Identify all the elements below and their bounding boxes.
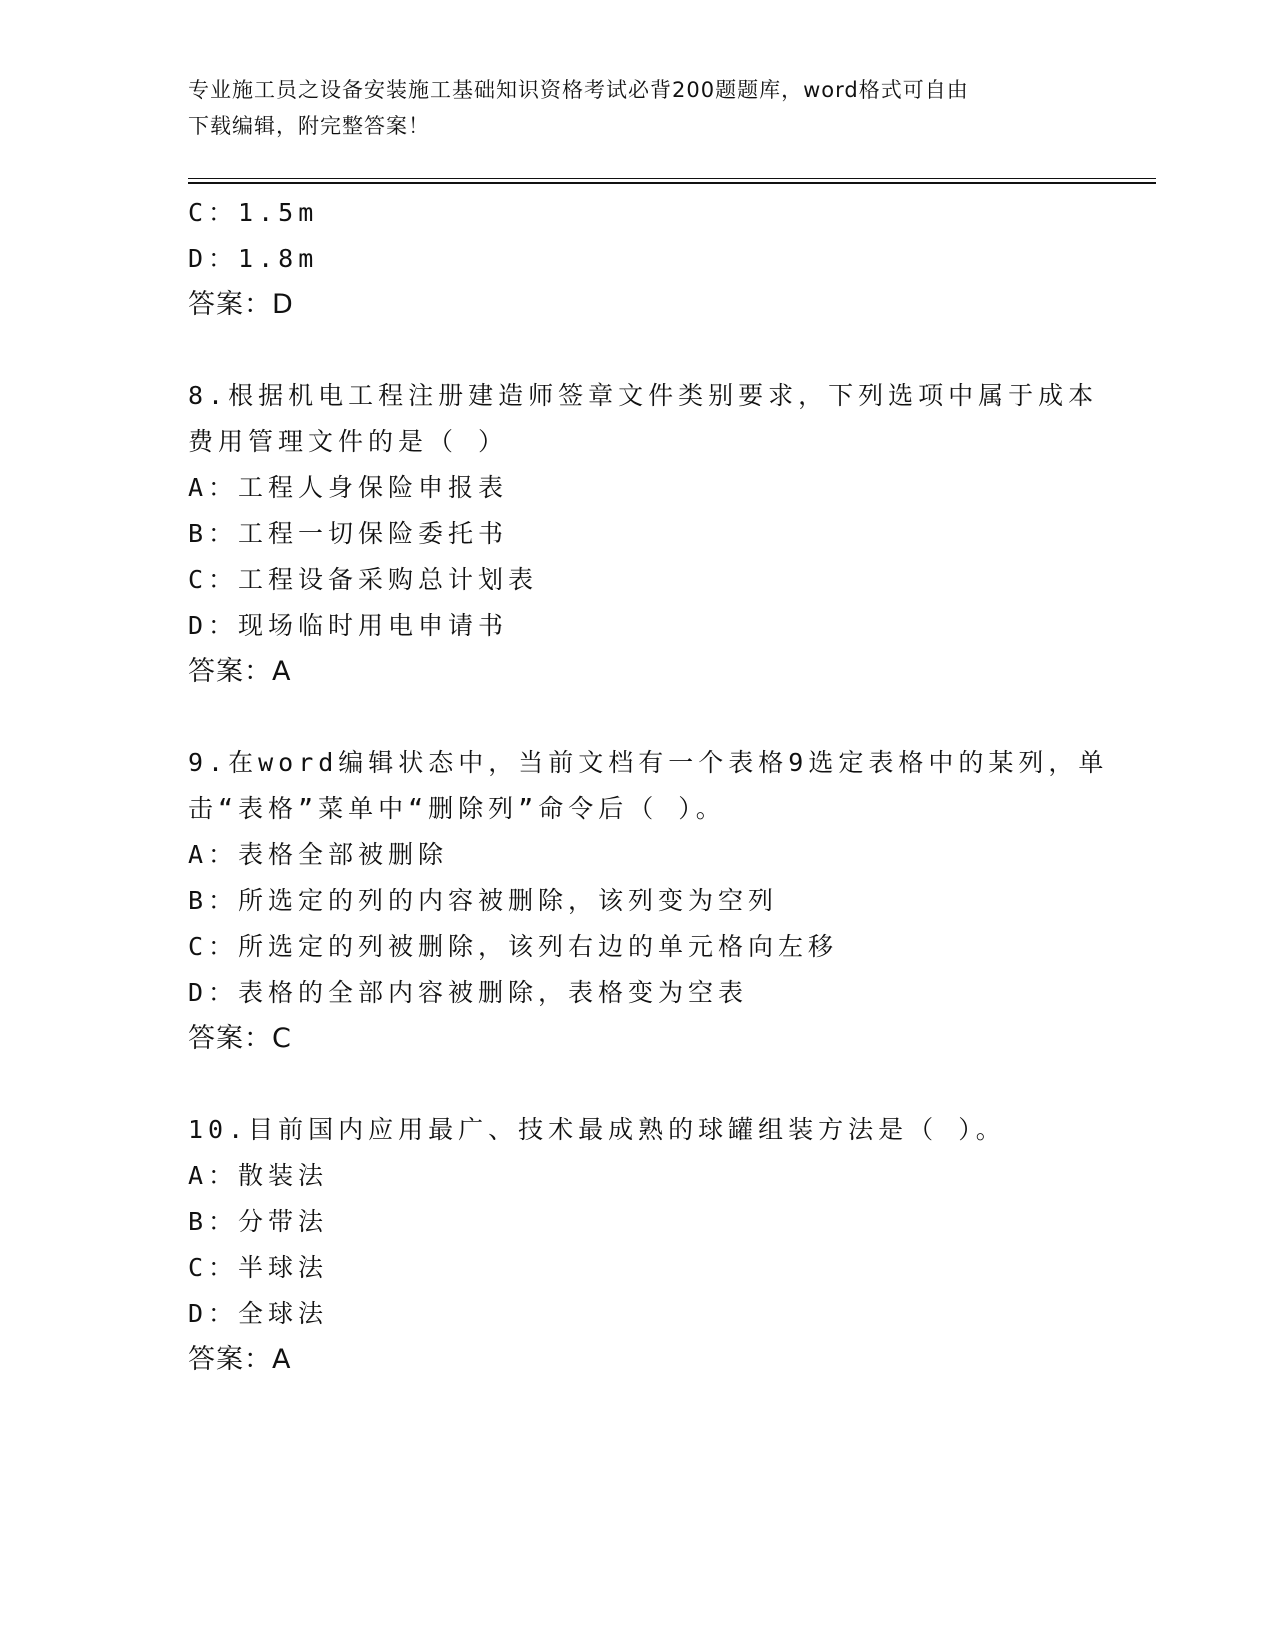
question-block-9 <box>188 740 1109 1062</box>
option-c: C：半球法 <box>188 1253 329 1282</box>
option-b: B：分带法 <box>188 1207 329 1236</box>
answer-line: 答案：A <box>188 656 292 687</box>
option-a: A：表格全部被删除 <box>188 840 449 869</box>
question-text-line-1: 8.根据机电工程注册建造师签章文件类别要求，下列选项中属于成本 <box>188 381 1099 410</box>
option-a: A：散装法 <box>188 1161 329 1190</box>
option-d: D：全球法 <box>188 1299 329 1328</box>
option-d: D：表格的全部内容被删除，表格变为空表 <box>188 978 749 1007</box>
option-d: D：现场临时用电申请书 <box>188 611 509 640</box>
option-c: C：1.5m <box>188 198 319 227</box>
answer-line: 答案：D <box>188 289 294 320</box>
answer-line: 答案：A <box>188 1344 292 1375</box>
answer-line: 答案：C <box>188 1023 292 1054</box>
header-divider-thick <box>188 182 1156 184</box>
option-d: D：1.8m <box>188 244 319 273</box>
option-c: C：工程设备采购总计划表 <box>188 565 539 594</box>
question-text-line-1: 10.目前国内应用最广、技术最成熟的球罐组装方法是（ ）。 <box>188 1115 1006 1144</box>
question-text-line-2: 费用管理文件的是（ ） <box>188 427 509 456</box>
question-block-8 <box>188 373 1099 695</box>
header-divider-thin <box>188 178 1156 179</box>
document-header <box>188 72 1088 144</box>
option-a: A：工程人身保险申报表 <box>188 473 509 502</box>
question-text-line-2: 击“表格”菜单中“删除列”命令后（ ）。 <box>188 794 726 823</box>
spacer <box>188 328 1088 373</box>
question-list <box>188 190 1109 1383</box>
question-block-10 <box>188 1107 1088 1383</box>
question-text-line-1: 9.在word编辑状态中，当前文档有一个表格9选定表格中的某列，单 <box>188 748 1109 777</box>
question-block-prev <box>188 190 1088 328</box>
option-b: B：工程一切保险委托书 <box>188 519 509 548</box>
header-line-2: 下载编辑，附完整答案！ <box>188 114 430 138</box>
option-b: B：所选定的列的内容被删除，该列变为空列 <box>188 886 779 915</box>
spacer <box>188 1062 1088 1107</box>
spacer <box>188 695 1088 740</box>
option-c: C：所选定的列被删除，该列右边的单元格向左移 <box>188 932 839 961</box>
header-line-1: 专业施工员之设备安装施工基础知识资格考试必背200题题库，word格式可自由 <box>188 78 969 102</box>
